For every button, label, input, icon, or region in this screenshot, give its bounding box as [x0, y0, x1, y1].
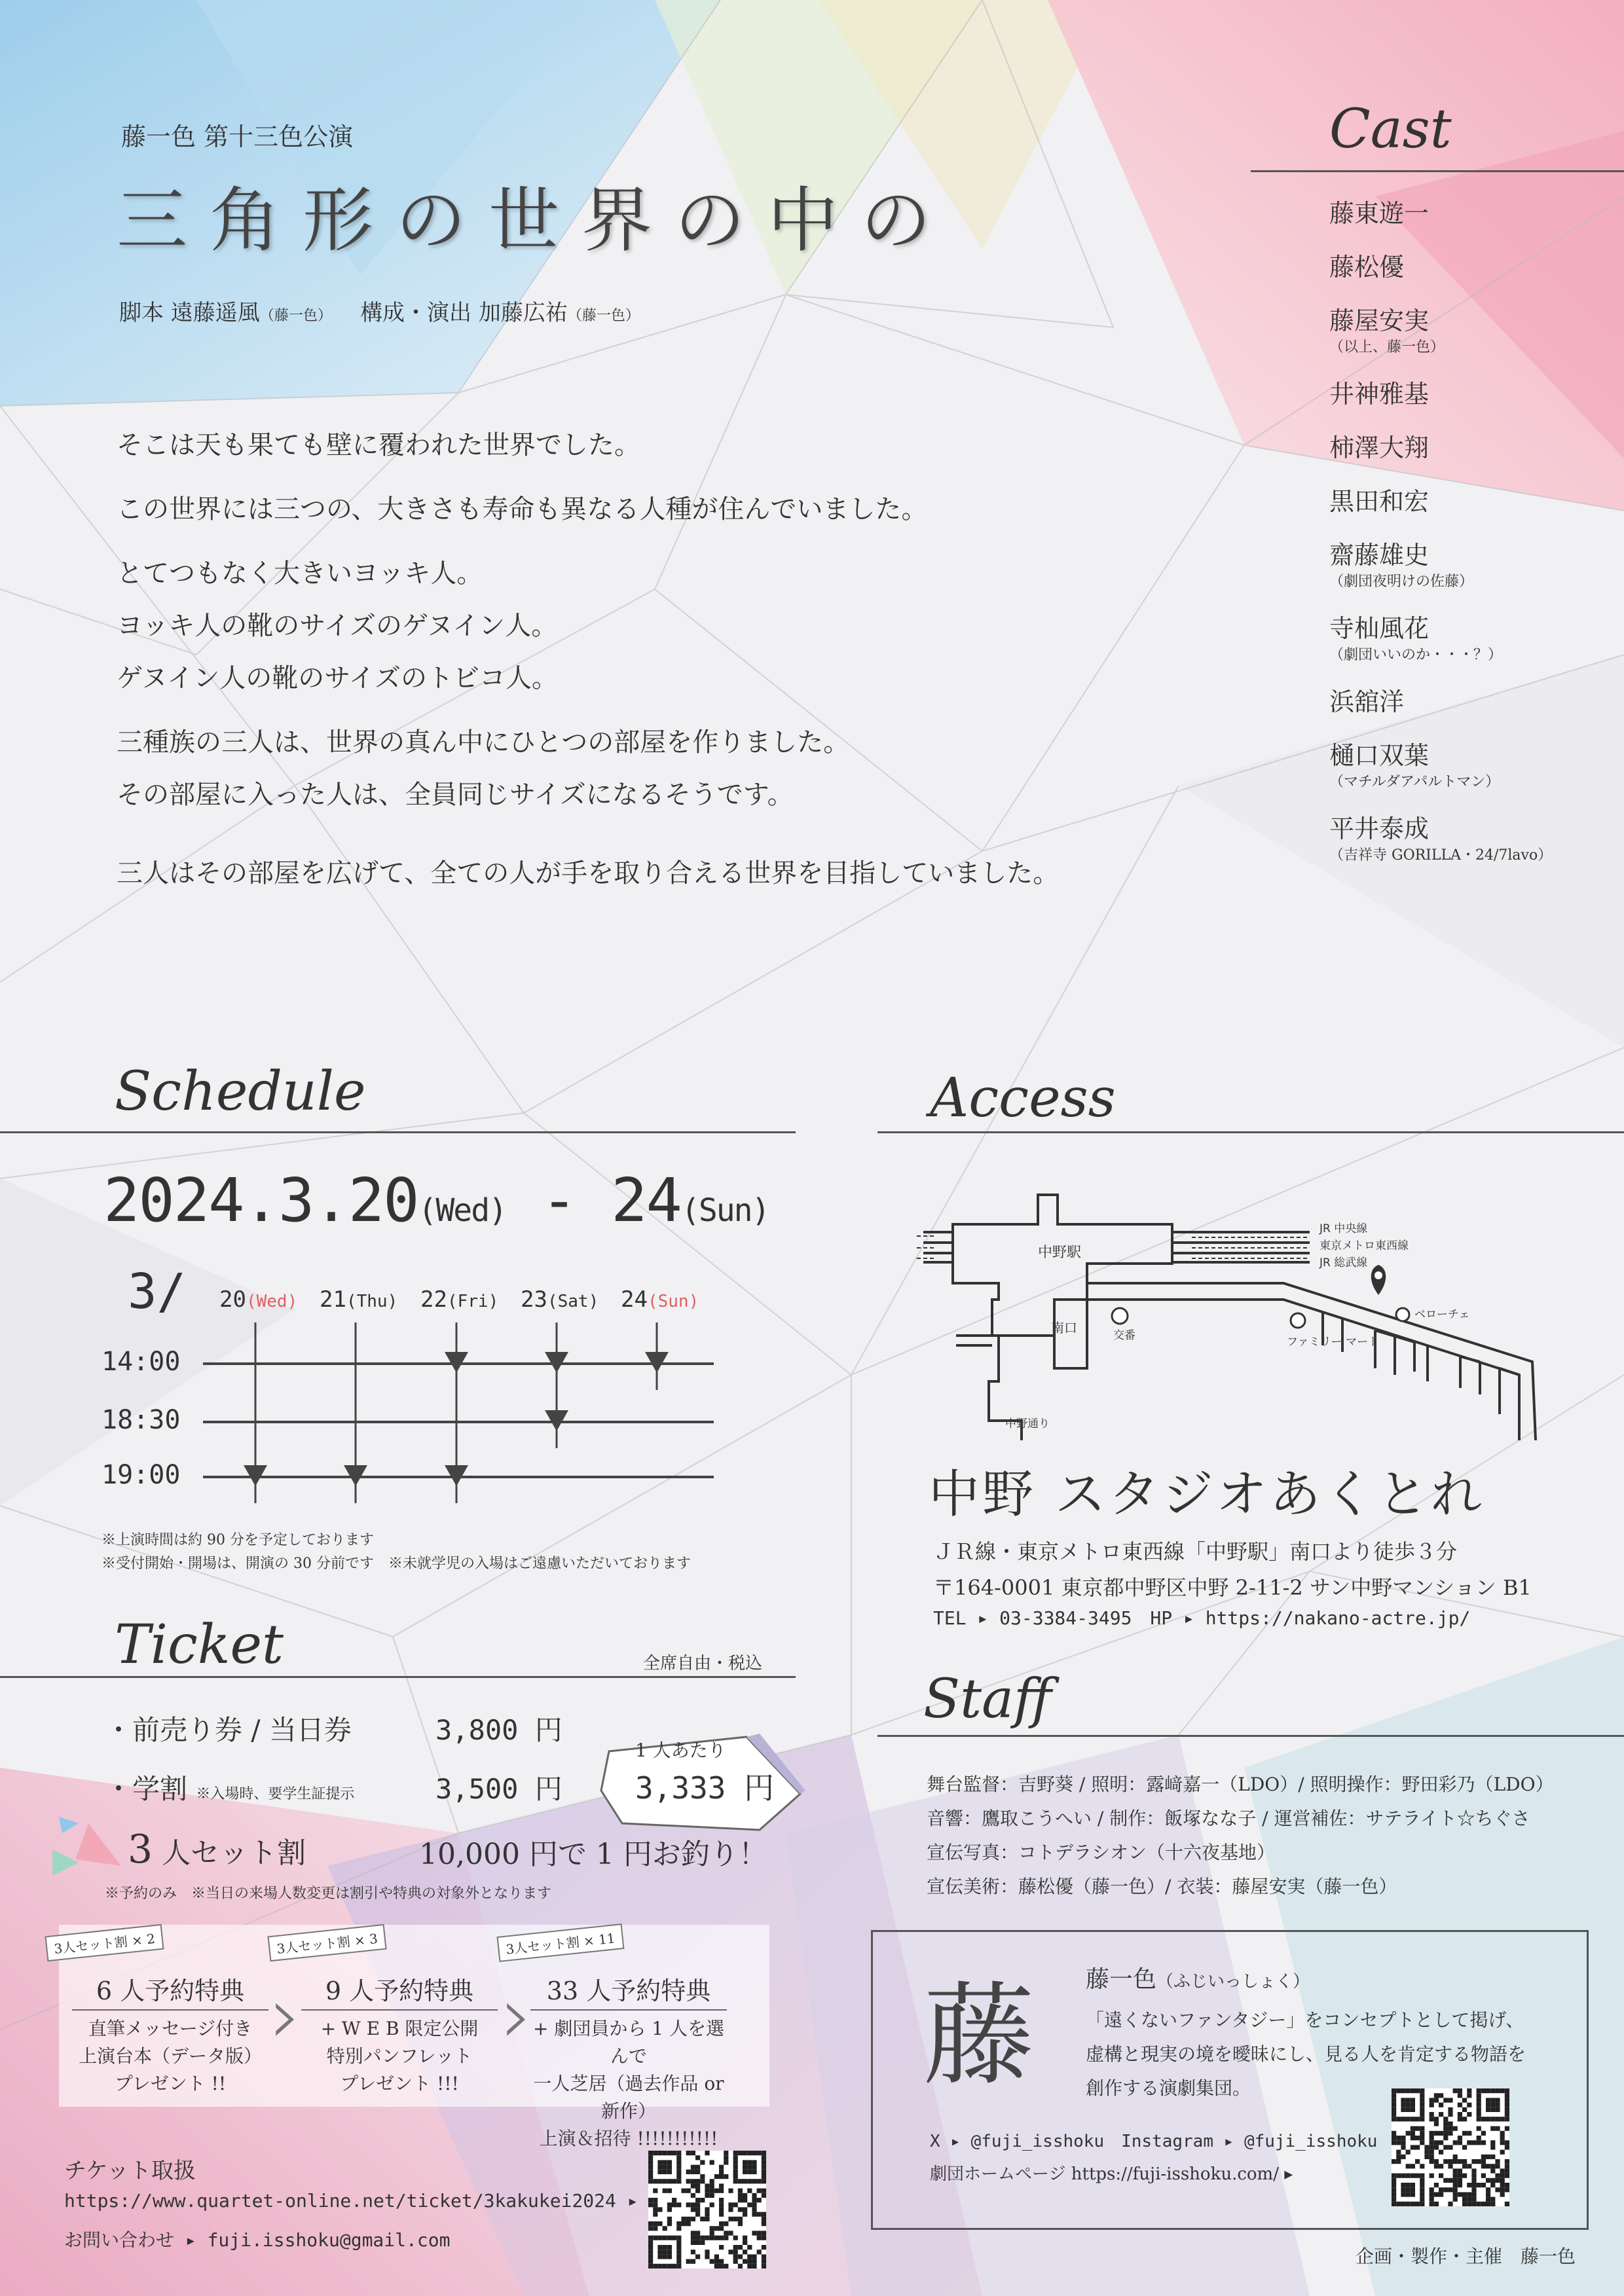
triangle-ornament: [49, 1813, 124, 1879]
map-line-label: 東京メトロ東西線: [1320, 1239, 1409, 1252]
synopsis: [117, 419, 1230, 911]
ticket-divider: [0, 1676, 796, 1678]
company-social-links[interactable]: X ▸ @fuji_isshoku Instagram ▸ @fuji_isshoku: [930, 2132, 1378, 2151]
cast-member: [1329, 538, 1617, 592]
cast-affiliation: （劇団いいのか・・・？）: [1329, 647, 1503, 663]
cast-name: 齋藤雄史: [1329, 541, 1430, 570]
map-street-label: 中野通り: [1005, 1417, 1050, 1430]
company-production-line: 藤一色 第十三色公演: [121, 122, 354, 151]
cast-member: [1329, 196, 1617, 230]
set-discount: [128, 1827, 306, 1872]
company-name-reading: （ふじいっしょく）: [1156, 1972, 1310, 1992]
bonus-desc-line: 特別パンフレット: [326, 2045, 473, 2067]
period-end-dow: (Sun): [680, 1192, 769, 1229]
bonus-desc-line: プレゼント !!: [114, 2073, 227, 2094]
schedule-time-label: 14:00: [101, 1347, 181, 1377]
period-dash: -: [541, 1165, 576, 1235]
map-familymart-label: ファミリー マート: [1287, 1336, 1380, 1349]
day-of-week: (Wed): [246, 1292, 298, 1311]
company-logo-mark: 藤: [923, 1971, 1031, 2101]
staff-line: 宣伝美術：藤松優（藤一色）/ 衣装：藤屋安実（藤一色）: [927, 1876, 1397, 1897]
advance-ticket-label: ・前売り券 / 当日券: [105, 1714, 352, 1746]
footer-credit: 企画・製作・主催 藤一色: [1356, 2246, 1576, 2267]
schedule-heading: Schedule: [115, 1061, 366, 1123]
company-desc-line: 虚構と現実の境を曖昧にし、見る人を肯定する物語を: [1086, 2043, 1526, 2065]
cast-name: 藤屋安実: [1329, 306, 1430, 335]
synopsis-line: その部屋に入った人は、全員同じサイズになるそうです。: [117, 780, 794, 810]
schedule-day-header: [420, 1286, 498, 1313]
bonus-desc-line: 直筆メッセージ付き: [88, 2018, 253, 2039]
student-ticket-price: 3,500 円: [435, 1773, 563, 1805]
cast-name: 黒田和宏: [1329, 487, 1430, 516]
schedule-note: ※上演時間は約 90 分を予定しております: [101, 1532, 374, 1548]
cast-member: [1329, 685, 1617, 719]
staff-list: [927, 1768, 1554, 1904]
cast-divider: [1251, 170, 1624, 172]
synopsis-line: 三種族の三人は、世界の真ん中にひとつの部屋を作りました。: [117, 727, 850, 757]
staff-line: 宣伝写真：コトデラシオン（十六夜基地）: [927, 1842, 1276, 1863]
familymart-icon: [1291, 1313, 1305, 1328]
synopsis-line: ゲヌイン人の靴のサイズのトビコ人。: [117, 663, 558, 693]
cast-list: [1329, 196, 1617, 885]
cast-affiliation: （吉祥寺 GORILLA・24/7lavo）: [1329, 847, 1553, 864]
cast-affiliation: （以上、藤一色）: [1329, 339, 1445, 355]
cast-name: 浜舘洋: [1329, 687, 1405, 716]
cast-name: 樋口双葉: [1329, 741, 1430, 770]
venue-contact-link[interactable]: TEL ▸ 03-3384-3495 HP ▸ https://nakano-actre.jp/: [933, 1607, 1471, 1629]
ticket-handling-label: チケット取扱: [64, 2158, 196, 2184]
map-south-exit-label: 南口: [1051, 1320, 1077, 1336]
period-start-date: 2024.3.20: [103, 1165, 418, 1235]
cast-name: 寺杣風花: [1329, 614, 1430, 643]
cast-affiliation: （劇団夜明けの佐藤）: [1329, 574, 1474, 590]
cast-affiliation: （マチルダアパルトマン）: [1329, 774, 1500, 790]
set-discount-label: 人セット割: [162, 1836, 306, 1870]
bonus-desc-line: プレゼント !!!: [340, 2073, 459, 2094]
advance-ticket-price: 3,800 円: [435, 1714, 563, 1746]
access-heading: Access: [930, 1067, 1116, 1129]
venue-pin-icon: [1371, 1265, 1386, 1295]
schedule-divider: [0, 1131, 796, 1133]
cast-name: 井神雅基: [1329, 380, 1430, 409]
synopsis-line: この世界には三つの、大きさも寿命も異なる人種が住んでいました。: [117, 494, 928, 524]
staff-divider: [877, 1735, 1624, 1737]
cast-name: 平井泰成: [1329, 814, 1430, 843]
cast-member: [1329, 738, 1617, 792]
direction-affiliation: （藤一色）: [567, 308, 640, 324]
staff-line: 音響：鷹取こうへい / 制作：飯塚なな子 / 運営補佐：サテライト☆ちぐさ: [927, 1808, 1530, 1829]
synopsis-line: そこは天も果ても壁に覆われた世界でした。: [117, 430, 640, 460]
police-box-icon: [1112, 1308, 1128, 1324]
company-website-link[interactable]: 劇団ホームページ https://fuji-isshoku.com/ ▸: [930, 2164, 1293, 2184]
cast-member: [1329, 250, 1617, 284]
bonus-title: 9 人予約特典: [301, 1971, 498, 2011]
venue-name: 中野 スタジオあくとれ: [929, 1465, 1485, 1524]
day-number: 22: [420, 1286, 447, 1313]
cast-member: [1329, 431, 1617, 465]
schedule-day-header: [621, 1286, 699, 1313]
company-desc-line: 「遠くないファンタジー」をコンセプトとして掲げ、: [1086, 2009, 1524, 2031]
bonus-tag: 3人セット割 × 2: [45, 1924, 164, 1961]
page-title: 三角形の世界の中の: [117, 180, 954, 262]
synopsis-line: 三人はその部屋を広げて、全ての人が手を取り合える世界を目指していました。: [117, 858, 1060, 888]
cast-member: [1329, 611, 1617, 665]
script-credit: 脚本 遠藤遥風: [119, 300, 260, 326]
chevron-right-icon: ›: [501, 1971, 532, 2062]
company-name: [1086, 1961, 1310, 1994]
synopsis-line: とてつもなく大きいヨッキ人。: [117, 558, 483, 589]
map-veloce-label: ベローチェ: [1414, 1308, 1470, 1321]
set-discount-number: 3: [128, 1827, 153, 1872]
schedule-note: ※受付開始・開場は、開演の 30 分前です ※未就学児の入場はご遠慮いただいております: [101, 1556, 691, 1572]
day-of-week: (Sun): [647, 1292, 699, 1311]
student-ticket: [105, 1768, 354, 1807]
synopsis-line: ヨッキ人の靴のサイズのゲヌイン人。: [117, 611, 558, 641]
direction-credit: 構成・演出 加藤広祐: [360, 300, 568, 326]
company-name-text: 藤一色: [1086, 1966, 1157, 1993]
schedule-time-label: 19:00: [101, 1460, 181, 1490]
bonus-desc-line: 上演台本（データ版）: [78, 2045, 262, 2067]
staff-line: 舞台監督：吉野葵 / 照明：露﨑嘉一（LDO）/ 照明操作：野田彩乃（LDO）: [927, 1774, 1554, 1795]
veloce-icon: [1396, 1308, 1409, 1321]
day-number: 24: [621, 1286, 648, 1313]
student-ticket-note: ※入場時、要学生証提示: [196, 1786, 355, 1802]
day-number: 20: [219, 1286, 246, 1313]
cast-name: 柿澤大翔: [1329, 433, 1430, 462]
bonus-desc-line: 上演＆招待 !!!!!!!!!!!: [539, 2128, 718, 2149]
schedule-day-header: [320, 1286, 397, 1313]
cast-member: [1329, 484, 1617, 519]
ticket-note: ※予約のみ ※当日の来場人数変更は割引や特典の対象外となります: [105, 1886, 552, 1902]
student-ticket-label: ・学割: [105, 1773, 188, 1805]
bonus-desc-line: + W E B 限定公開: [320, 2018, 479, 2039]
ticket-subheading: 全席自由・税込: [643, 1654, 763, 1673]
schedule-time-label: 18:30: [101, 1405, 181, 1435]
access-divider: [877, 1131, 1624, 1133]
cast-name: 藤東遊一: [1329, 199, 1430, 228]
ticket-url-link[interactable]: https://www.quartet-online.net/ticket/3kakukei2024 ▸: [64, 2190, 638, 2212]
schedule-notes: [101, 1529, 691, 1576]
per-person-label: 1 人あたり: [635, 1740, 726, 1761]
period-end-date: 24: [611, 1165, 681, 1235]
bonus-title: 33 人予約特典: [530, 1971, 727, 2011]
set-discount-price: 10,000 円で 1 円お釣り！: [419, 1838, 767, 1871]
bonus-desc-line: 一人芝居（過去作品 or 新作）: [533, 2073, 724, 2122]
venue-route: ＪＲ線・東京メトロ東西線「中野駅」南口より徒歩３分: [933, 1539, 1458, 1564]
bonus-description: [72, 2015, 268, 2098]
map-police-label: 交番: [1113, 1329, 1135, 1342]
map-line-label: JR 総武線: [1320, 1256, 1368, 1269]
company-desc-line: 創作する演劇集団。: [1086, 2077, 1251, 2099]
cast-member: [1329, 377, 1617, 411]
performance-period: [103, 1165, 769, 1235]
day-of-week: (Thu): [346, 1292, 398, 1311]
bonus-title: 6 人予約特典: [72, 1971, 268, 2011]
per-person-price: 3,333 円: [635, 1770, 775, 1806]
cast-member: [1329, 304, 1617, 357]
map-line-label: JR 中央線: [1320, 1222, 1368, 1235]
day-number: 21: [320, 1286, 346, 1313]
bonus-description: [530, 2015, 727, 2153]
access-map: [917, 1185, 1545, 1440]
day-of-week: (Sat): [547, 1292, 599, 1311]
contact-email-link[interactable]: お問い合わせ ▸ fuji.isshoku@gmail.com: [64, 2229, 451, 2251]
schedule-month: 3/: [128, 1264, 187, 1320]
chevron-right-icon: ›: [270, 1971, 301, 2062]
bonus-tag: 3人セット割 × 3: [267, 1924, 386, 1961]
schedule-day-header: [219, 1286, 297, 1313]
cast-member: [1329, 812, 1617, 866]
ticket-qr-code[interactable]: [648, 2151, 766, 2269]
credits-line: [119, 295, 640, 327]
ticket-heading: Ticket: [115, 1614, 284, 1676]
cast-heading: Cast: [1329, 98, 1452, 160]
script-affiliation: （藤一色）: [259, 308, 332, 324]
day-number: 23: [521, 1286, 547, 1313]
company-qr-code[interactable]: [1392, 2088, 1509, 2206]
period-start-dow: (Wed): [418, 1192, 506, 1229]
company-logo: [923, 1971, 1031, 2101]
schedule-day-header: [521, 1286, 599, 1313]
bonus-description: [301, 2015, 498, 2098]
venue-address: 〒164-0001 東京都中野区中野 2-11-2 サン中野マンション B1: [933, 1575, 1532, 1600]
cast-name: 藤松優: [1329, 253, 1405, 282]
day-of-week: (Fri): [447, 1292, 499, 1311]
bonus-tag: 3人セット割 × 11: [496, 1923, 624, 1962]
staff-heading: Staff: [923, 1668, 1052, 1730]
map-station-label: 中野駅: [1038, 1245, 1082, 1261]
bonus-desc-line: + 劇団員から 1 人を選んで: [533, 2018, 724, 2067]
